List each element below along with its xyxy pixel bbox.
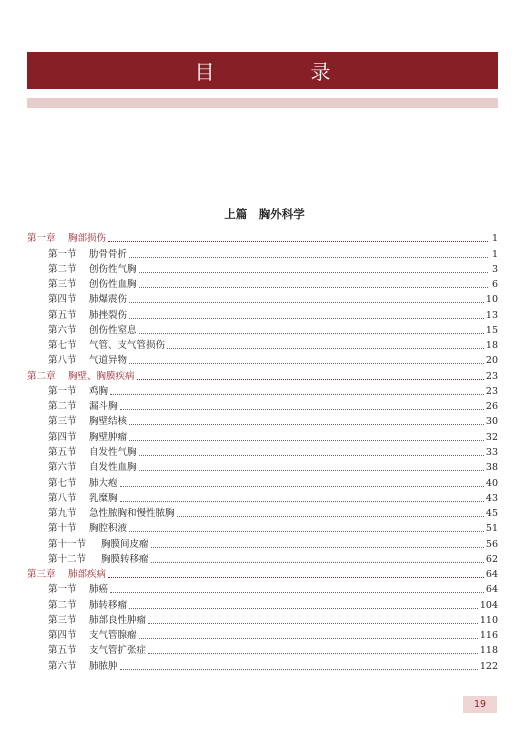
toc-entry-page: 56 bbox=[485, 538, 498, 550]
toc-entry-number: 第三节 bbox=[48, 416, 77, 428]
toc-entry-title: 胸膜转移瘤 bbox=[101, 553, 149, 565]
dot-leader bbox=[139, 638, 478, 639]
dot-leader bbox=[129, 608, 478, 609]
toc-entry-title: 气道异物 bbox=[89, 355, 128, 367]
toc-entry-title: 鸡胸 bbox=[89, 385, 109, 397]
toc-entry-page: 23 bbox=[485, 385, 498, 397]
toc-entry-title: 肺癌 bbox=[89, 584, 109, 596]
dot-leader bbox=[120, 486, 484, 487]
toc-section-entry[interactable] bbox=[27, 382, 498, 397]
dot-leader bbox=[108, 241, 488, 242]
toc-entry-page: 6 bbox=[491, 279, 498, 291]
toc-entry-title: 支气管腺瘤 bbox=[89, 630, 137, 642]
toc-entry-title: 支气管扩张症 bbox=[89, 645, 147, 657]
toc-entry-title: 胸膜间皮瘤 bbox=[101, 538, 149, 550]
toc-section-entry[interactable] bbox=[27, 473, 498, 488]
toc-entry-number: 第一章 bbox=[27, 233, 56, 245]
toc-entry-number: 第四节 bbox=[48, 630, 77, 642]
dot-leader bbox=[120, 669, 478, 670]
dot-leader bbox=[129, 440, 484, 441]
toc-entry-title: 肺爆震伤 bbox=[89, 294, 128, 306]
toc-entry-number: 第六节 bbox=[48, 462, 77, 474]
toc-entry-number: 第一节 bbox=[48, 584, 77, 596]
toc-section-entry[interactable] bbox=[27, 611, 498, 626]
toc-section-entry[interactable] bbox=[27, 412, 498, 427]
toc-section-entry[interactable] bbox=[27, 305, 498, 320]
toc-section-entry[interactable] bbox=[27, 427, 498, 442]
toc-section-entry[interactable] bbox=[27, 489, 498, 504]
toc-entry-title: 气管、支气管损伤 bbox=[89, 340, 166, 352]
toc-entry-page: 104 bbox=[479, 599, 498, 611]
toc-entry-title: 肺部良性肿瘤 bbox=[89, 614, 147, 626]
toc-entry-number: 第七节 bbox=[48, 340, 77, 352]
toc-entry-page: 38 bbox=[485, 462, 498, 474]
toc-entry-number: 第七节 bbox=[48, 477, 77, 489]
toc-section-entry[interactable] bbox=[27, 580, 498, 595]
dot-leader bbox=[167, 348, 484, 349]
dot-leader bbox=[177, 516, 484, 517]
toc-section-entry[interactable] bbox=[27, 290, 498, 305]
dot-leader bbox=[120, 501, 484, 502]
toc-entry-number: 第八节 bbox=[48, 355, 77, 367]
toc-section-entry[interactable] bbox=[27, 656, 498, 671]
dot-leader bbox=[148, 653, 478, 654]
toc-entry-page: 3 bbox=[491, 263, 498, 275]
toc-entry-number: 第六节 bbox=[48, 324, 77, 336]
toc-entry-page: 43 bbox=[485, 492, 498, 504]
toc-section-entry[interactable] bbox=[27, 595, 498, 610]
toc-entry-page: 40 bbox=[485, 477, 498, 489]
toc-entry-page: 13 bbox=[485, 309, 498, 321]
toc-entry-title: 胸壁肿瘤 bbox=[89, 431, 128, 443]
dot-leader bbox=[129, 363, 484, 364]
toc-entry-number: 第一节 bbox=[48, 385, 77, 397]
toc-entry-title: 自发性血胸 bbox=[89, 462, 137, 474]
dot-leader bbox=[129, 302, 484, 303]
toc-section-entry[interactable] bbox=[27, 458, 498, 473]
page-number-badge bbox=[463, 696, 497, 713]
part-title: 上篇 胸外科学 bbox=[224, 207, 305, 221]
toc-chapter-entry[interactable] bbox=[27, 565, 498, 580]
toc-entry-number: 第十一节 bbox=[48, 538, 87, 550]
toc-entry-page: 23 bbox=[485, 370, 498, 382]
toc-section-entry[interactable] bbox=[27, 504, 498, 519]
toc-entry-page: 122 bbox=[479, 660, 498, 672]
toc-section-entry[interactable] bbox=[27, 534, 498, 549]
toc-entry-title: 漏斗胸 bbox=[89, 401, 118, 413]
toc-entry-page: 32 bbox=[485, 431, 498, 443]
page-number: 19 bbox=[473, 699, 487, 710]
dot-leader bbox=[108, 577, 484, 578]
toc-entry-number: 第二节 bbox=[48, 401, 77, 413]
decorative-bar bbox=[27, 98, 498, 108]
toc-entry-page: 116 bbox=[479, 630, 498, 642]
dot-leader bbox=[110, 394, 484, 395]
toc-entry-number: 第四节 bbox=[48, 431, 77, 443]
toc-entry-title: 创伤性窒息 bbox=[89, 324, 137, 336]
toc-entry-page: 26 bbox=[485, 401, 498, 413]
toc-entry-page: 1 bbox=[491, 233, 498, 245]
toc-entry-number: 第四节 bbox=[48, 294, 77, 306]
toc-section-entry[interactable] bbox=[27, 321, 498, 336]
toc-entry-page: 30 bbox=[485, 416, 498, 428]
toc-entry-page: 33 bbox=[485, 446, 498, 458]
toc-section-entry[interactable] bbox=[27, 244, 498, 259]
dot-leader bbox=[129, 318, 484, 319]
dot-leader bbox=[110, 592, 484, 593]
toc-entry-page: 110 bbox=[479, 614, 498, 626]
toc-section-entry[interactable] bbox=[27, 275, 498, 290]
toc-entry-number: 第五节 bbox=[48, 309, 77, 321]
toc-entry-number: 第三节 bbox=[48, 279, 77, 291]
toc-entry-number: 第三章 bbox=[27, 569, 56, 581]
toc-section-entry[interactable] bbox=[27, 351, 498, 366]
toc-entry-page: 64 bbox=[485, 569, 498, 581]
toc-entry-title: 肺脓肿 bbox=[89, 660, 118, 672]
toc-section-entry[interactable] bbox=[27, 336, 498, 351]
toc-entry-title: 急性脓胸和慢性脓胸 bbox=[89, 508, 175, 520]
toc-entry-number: 第二章 bbox=[27, 370, 56, 382]
toc-entry-page: 10 bbox=[485, 294, 498, 306]
dot-leader bbox=[139, 287, 488, 288]
toc-entry-number: 第二节 bbox=[48, 599, 77, 611]
toc-entry-title: 乳糜胸 bbox=[89, 492, 118, 504]
toc-entry-number: 第一节 bbox=[48, 248, 77, 260]
toc-entry-title: 肺挫裂伤 bbox=[89, 309, 128, 321]
dot-leader bbox=[139, 333, 484, 334]
table-of-contents bbox=[27, 229, 498, 672]
toc-entry-title: 肺部疾病 bbox=[68, 569, 107, 581]
toc-entry-page: 45 bbox=[485, 508, 498, 520]
toc-section-entry[interactable] bbox=[27, 641, 498, 656]
toc-entry-title: 肺大疱 bbox=[89, 477, 118, 489]
toc-chapter-entry[interactable] bbox=[27, 366, 498, 381]
toc-title-banner bbox=[27, 52, 498, 89]
toc-entry-page: 20 bbox=[485, 355, 498, 367]
dot-leader bbox=[151, 547, 484, 548]
toc-entry-title: 肋骨骨折 bbox=[89, 248, 128, 260]
toc-entry-title: 胸壁结核 bbox=[89, 416, 128, 428]
dot-leader bbox=[129, 424, 484, 425]
toc-entry-page: 64 bbox=[485, 584, 498, 596]
toc-section-entry[interactable] bbox=[27, 519, 498, 534]
toc-entry-page: 1 bbox=[491, 248, 498, 260]
toc-chapter-entry[interactable] bbox=[27, 229, 498, 244]
toc-section-entry[interactable] bbox=[27, 550, 498, 565]
toc-entry-number: 第五节 bbox=[48, 645, 77, 657]
toc-section-entry[interactable] bbox=[27, 626, 498, 641]
toc-section-entry[interactable] bbox=[27, 443, 498, 458]
dot-leader bbox=[139, 455, 484, 456]
toc-entry-page: 118 bbox=[479, 645, 498, 657]
toc-title: 目 录 bbox=[194, 60, 369, 84]
toc-entry-number: 第六节 bbox=[48, 660, 77, 672]
toc-entry-page: 62 bbox=[485, 553, 498, 565]
toc-section-entry[interactable] bbox=[27, 260, 498, 275]
toc-entry-page: 18 bbox=[485, 340, 498, 352]
toc-section-entry[interactable] bbox=[27, 397, 498, 412]
toc-entry-number: 第十节 bbox=[48, 523, 77, 535]
toc-entry-number: 第五节 bbox=[48, 446, 77, 458]
toc-entry-title: 创伤性血胸 bbox=[89, 279, 137, 291]
toc-entry-title: 自发性气胸 bbox=[89, 446, 137, 458]
toc-entry-title: 胸部损伤 bbox=[68, 233, 107, 245]
toc-entry-number: 第九节 bbox=[48, 508, 77, 520]
dot-leader bbox=[137, 379, 484, 380]
toc-entry-page: 51 bbox=[485, 523, 498, 535]
toc-entry-title: 创伤性气胸 bbox=[89, 263, 137, 275]
dot-leader bbox=[129, 257, 488, 258]
toc-entry-number: 第八节 bbox=[48, 492, 77, 504]
toc-entry-title: 胸腔积液 bbox=[89, 523, 128, 535]
toc-entry-number: 第三节 bbox=[48, 614, 77, 626]
toc-entry-number: 第二节 bbox=[48, 263, 77, 275]
dot-leader bbox=[129, 531, 484, 532]
dot-leader bbox=[120, 409, 484, 410]
toc-entry-page: 15 bbox=[485, 324, 498, 336]
dot-leader bbox=[148, 623, 478, 624]
dot-leader bbox=[139, 470, 484, 471]
toc-entry-title: 胸壁、胸膜疾病 bbox=[68, 370, 135, 382]
toc-entry-title: 肺转移瘤 bbox=[89, 599, 128, 611]
dot-leader bbox=[139, 272, 488, 273]
dot-leader bbox=[151, 562, 484, 563]
toc-entry-number: 第十二节 bbox=[48, 553, 87, 565]
